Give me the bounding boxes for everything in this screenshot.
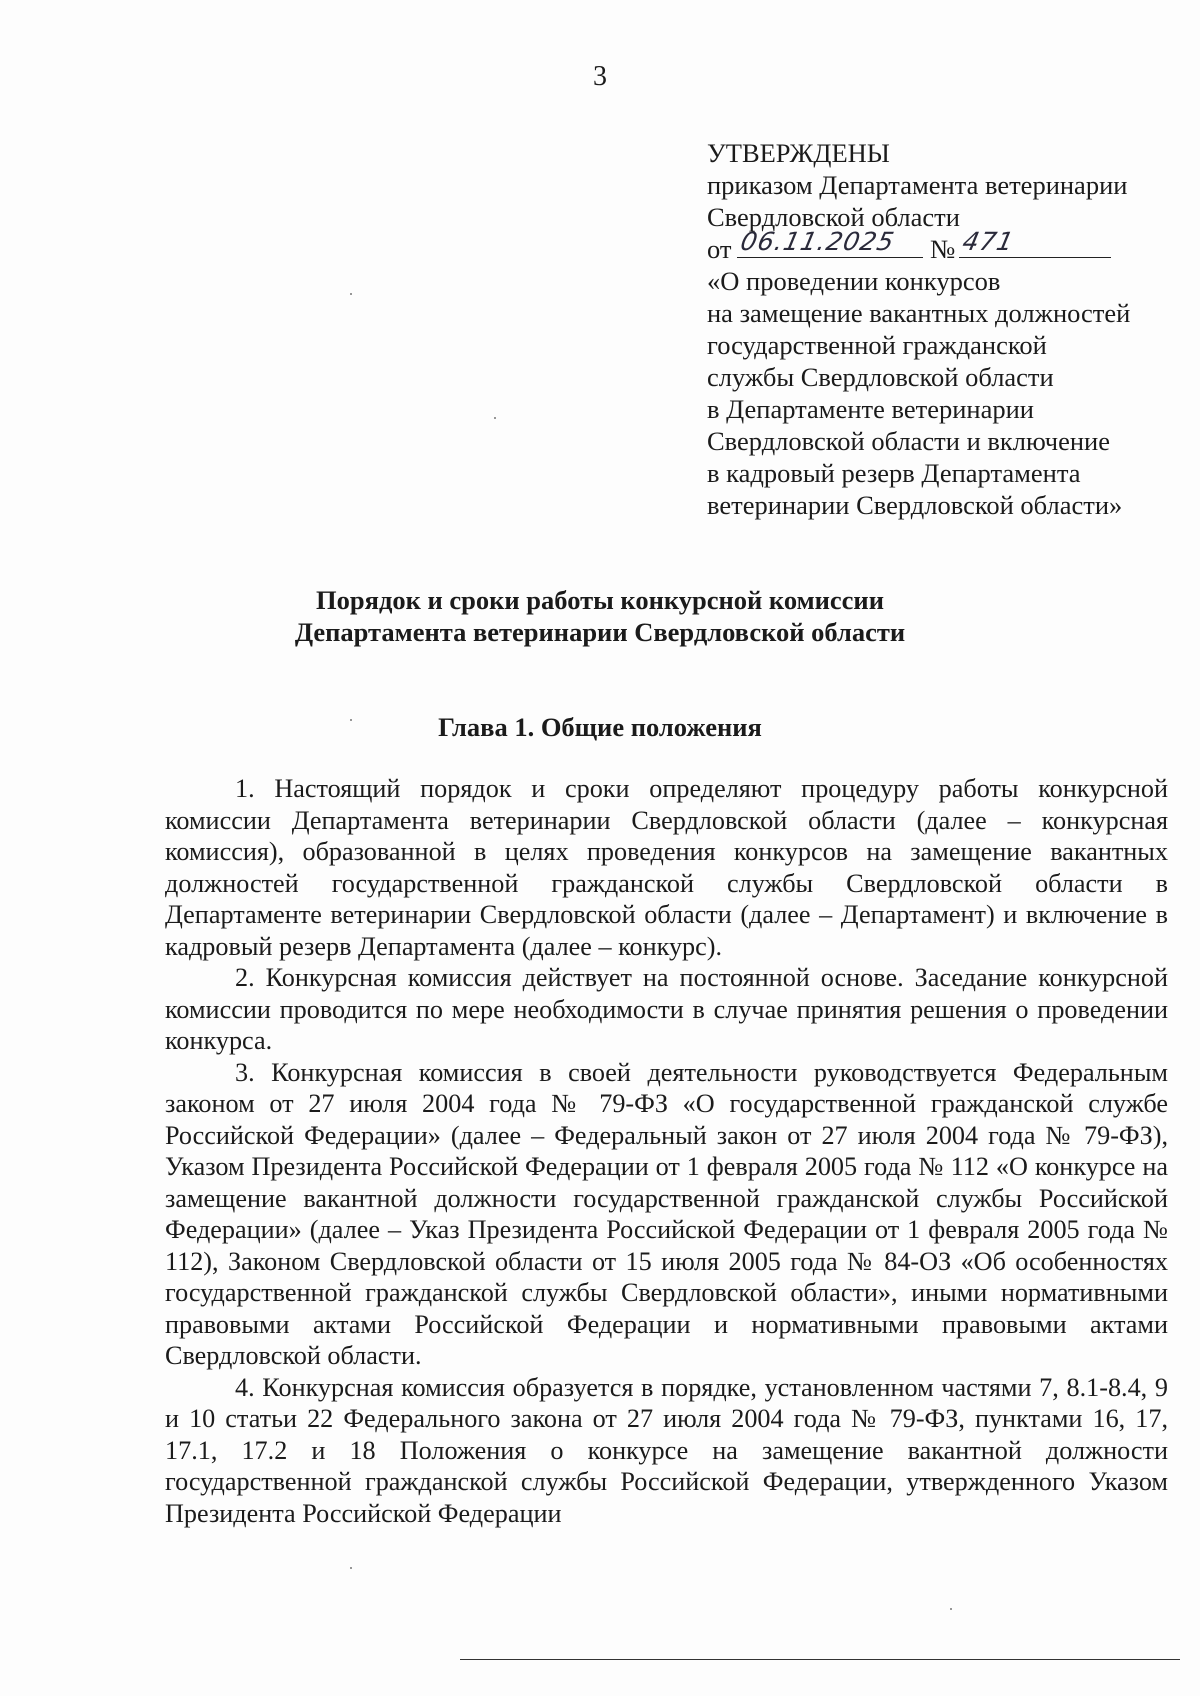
approval-line: в кадровый резерв Департамента: [707, 458, 1081, 488]
handwritten-date: 06.11.2025: [738, 227, 898, 256]
footer-rule: [460, 1659, 1180, 1660]
scan-speck: [350, 1567, 352, 1569]
date-blank: [737, 227, 923, 258]
paragraph: 2. Конкурсная комиссия действует на постоянной основе. Заседание конкурсной комиссии проводится по мере необходимости в случае принятия решения о проведении конкурса.: [165, 963, 1168, 1055]
document-title-line: Порядок и сроки работы конкурсной комиссии: [316, 585, 884, 615]
handwritten-number: 471: [960, 227, 1018, 256]
approval-line: Свердловской области: [707, 202, 960, 232]
chapter-heading: Глава 1. Общие положения: [438, 712, 762, 742]
paragraph: 1. Настоящий порядок и сроки определяют процедуру работы конкурсной комиссии Департамента ветеринарии Свердловской области (далее – конкурсная комиссия), образованной в целях проведения конкурсов на замещение вакантных должностей государственной гражданской службы Свердловской области в Департаменте ветеринарии Свердловской области (далее – Департамент) и включение в кадровый резерв Департамента (далее – конкурс).: [165, 774, 1168, 961]
document-title-line: Департамента ветеринарии Свердловской области: [294, 617, 906, 647]
document-title: [0, 584, 1200, 648]
number-prefix: №: [930, 234, 956, 264]
scan-speck: [350, 293, 352, 295]
approval-line: Свердловской области и включение: [707, 426, 1110, 456]
paragraph: 3. Конкурсная комиссия в своей деятельности руководствуется Федеральным законом от 27 июля 2004 года № 79-ФЗ «О государственной гражданской службе Российской Федерации» (далее – Федеральный закон от 27 июля 2004 года № 79-ФЗ), Указом Президента Российской Федерации от 1 февраля 2005 года № 112 «О конкурсе на замещение вакантной должности государственной гражданской службы Российской Федерации» (далее – Указ Президента Российской Федерации от 1 февраля 2005 года № 112), Законом Свердловской области от 15 июля 2005 года № 84-ОЗ «Об особенностях государственной гражданской службы Свердловской области», иными нормативными правовыми актами Российской Федерации и нормативными правовыми актами Свердловской области.: [165, 1057, 1168, 1370]
document-body: [165, 773, 1168, 1529]
scan-speck: [350, 719, 352, 721]
approval-line: на замещение вакантных должностей: [707, 298, 1131, 328]
number-blank: [959, 227, 1111, 258]
approval-line: в Департаменте ветеринарии: [707, 394, 1034, 424]
approval-line: ветеринарии Свердловской области»: [707, 490, 1123, 520]
paragraph: 4. Конкурсная комиссия образуется в порядке, установленном частями 7, 8.1-8.4, 9 и 10 статьи 22 Федерального закона от 27 июля 2004 года № 79-ФЗ, пунктами 16, 17, 17.1, 17.2 и 18 Положения о конкурсе на замещение вакантной должности государственной гражданской службы Российской Федерации, утвержденного Указом Президента Российской Федерации: [165, 1372, 1168, 1528]
approval-line: «О проведении конкурсов: [707, 266, 1001, 296]
scan-speck: [950, 1608, 952, 1610]
approval-date-number-line: [707, 227, 1177, 265]
approval-line: приказом Департамента ветеринарии: [707, 170, 1128, 200]
scan-speck: [494, 417, 496, 419]
approval-line: службы Свердловской области: [707, 362, 1054, 392]
approval-stamp-block: [707, 137, 1177, 521]
approval-heading: УТВЕРЖДЕНЫ: [707, 138, 890, 168]
date-prefix: от: [707, 234, 732, 264]
page-number: 3: [593, 61, 607, 92]
approval-line: государственной гражданской: [707, 330, 1047, 360]
